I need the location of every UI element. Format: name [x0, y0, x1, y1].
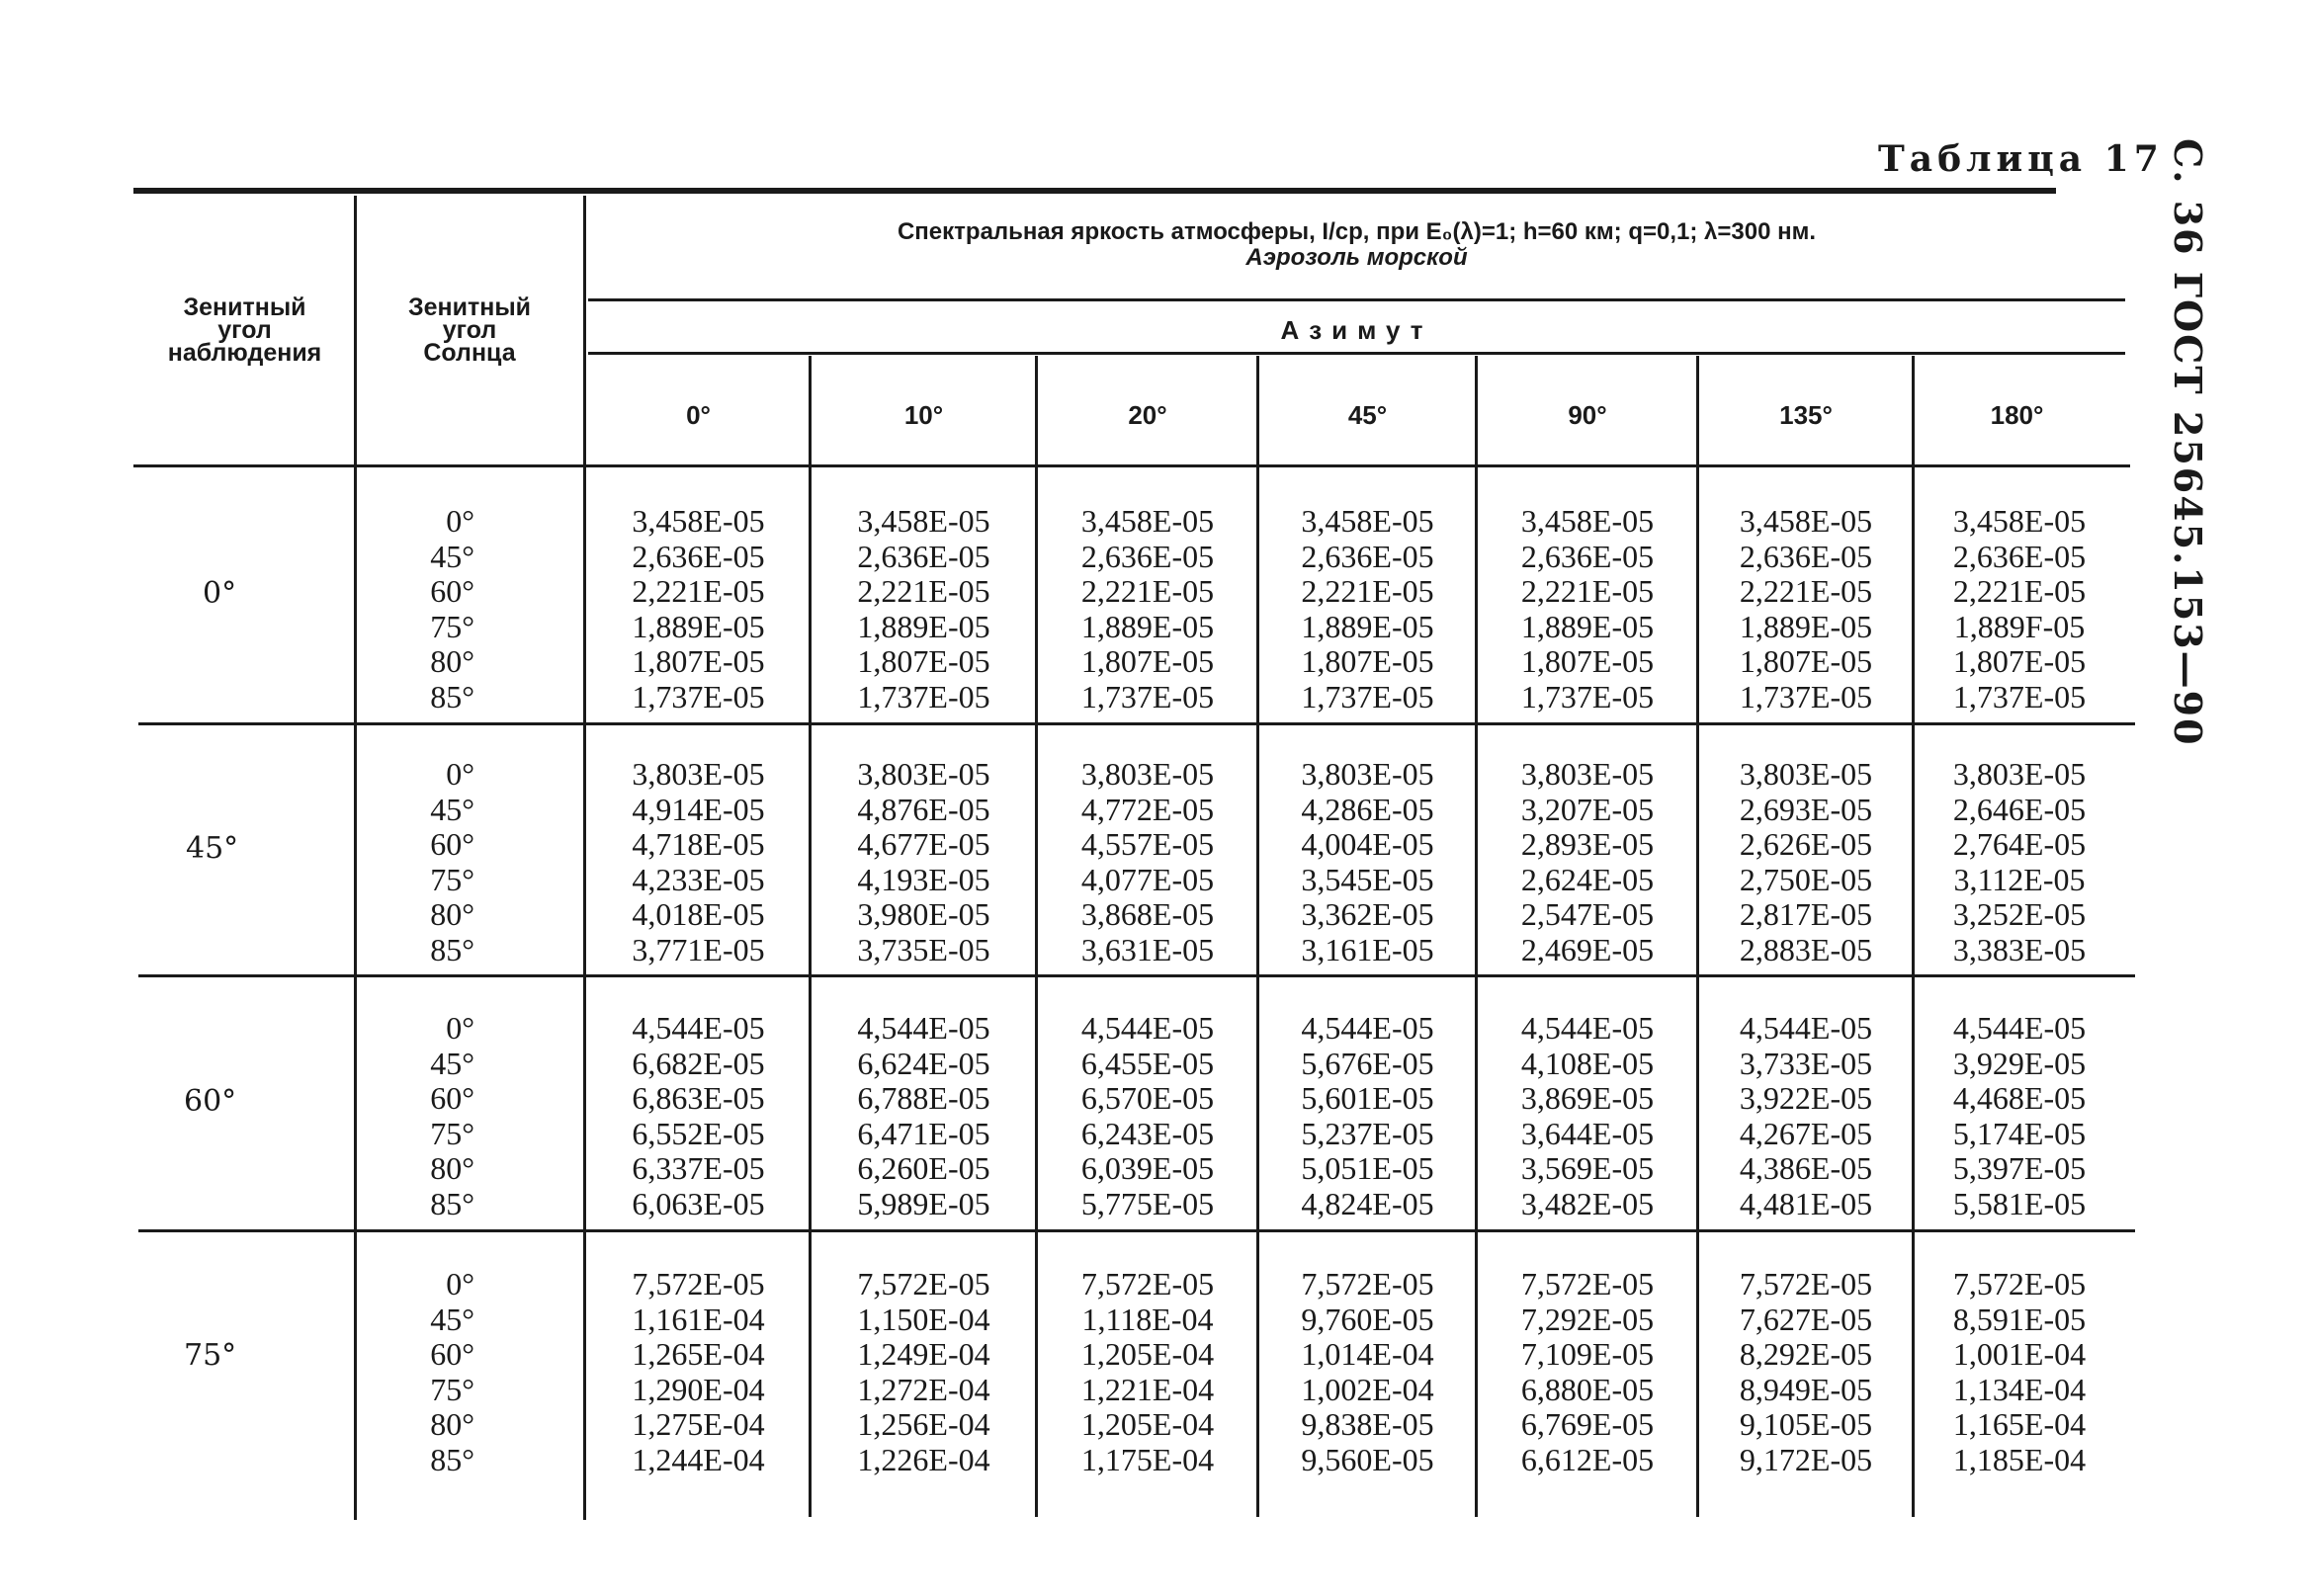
value-column: [1700, 1267, 1912, 1477]
value-column: [1260, 1267, 1475, 1477]
col-divider: [583, 196, 586, 1520]
table-cell: 1,221E-04: [1080, 1371, 1215, 1407]
running-header-text: С. 36 ГОСТ 25645.153—90: [2166, 138, 2210, 747]
table-cell: 4,876E-05: [857, 791, 990, 827]
value-column: [1260, 757, 1475, 967]
azimuth-rule: [588, 352, 2125, 355]
sun-zenith-value: 60°: [430, 1336, 474, 1372]
table-cell: 1,737E-05: [1080, 678, 1215, 714]
table-cell: 3,868E-05: [1080, 896, 1215, 932]
header-line: Спектральная яркость атмосферы, I/ср, при E₀(λ)=1; h=60 км; q=0,1; λ=300 нм.: [897, 218, 1817, 245]
table-cell: 3,735E-05: [857, 931, 990, 967]
sun-zenith-value: 45°: [430, 791, 474, 827]
table-cell: 2,221E-05: [1520, 573, 1655, 609]
table-cell: 3,869E-05: [1520, 1080, 1655, 1116]
table-cell: 2,221E-05: [1301, 573, 1434, 609]
value-column: [813, 504, 1035, 714]
table-cell: 7,572E-05: [1301, 1266, 1434, 1302]
table-cell: 3,803E-05: [632, 756, 765, 792]
table-cell: 4,544E-05: [857, 1010, 990, 1046]
value-column: [588, 504, 809, 714]
running-header: [2166, 138, 2273, 747]
table-cell: 6,063E-05: [632, 1185, 765, 1221]
table-cell: 5,397E-05: [1952, 1150, 2087, 1186]
table-cell: 2,817E-05: [1739, 896, 1873, 932]
table-cell: 2,469E-05: [1520, 931, 1655, 967]
table-cell: 7,572E-05: [1080, 1266, 1215, 1302]
table-cell: 5,237E-05: [1301, 1115, 1434, 1151]
table-cell: 4,544E-05: [1080, 1010, 1215, 1046]
table-cell: 3,644E-05: [1520, 1115, 1655, 1151]
table-cell: 1,205E-04: [1080, 1336, 1215, 1372]
sun-zenith-list: [376, 757, 474, 967]
table-cell: 1,889F-05: [1953, 608, 2086, 644]
table-cell: 1,807E-05: [1301, 643, 1434, 679]
table-cell: 3,112E-05: [1953, 861, 2086, 897]
table-cell: 3,980E-05: [857, 896, 990, 932]
table-cell: 1,807E-05: [1739, 643, 1873, 679]
header-line: угол: [442, 316, 497, 344]
sun-zenith-value: 45°: [430, 1045, 474, 1081]
table-cell: 1,275E-04: [632, 1406, 765, 1442]
value-column: [1039, 504, 1256, 714]
table-cell: 1,118E-04: [1081, 1301, 1214, 1337]
table-cell: 3,458E-05: [1952, 503, 2087, 539]
sun-zenith-value: 75°: [430, 608, 474, 644]
header-observation-zenith: [138, 296, 351, 365]
table-cell: 5,601E-05: [1301, 1080, 1434, 1116]
sun-zenith-value: 80°: [430, 643, 474, 679]
table-cell: 5,051E-05: [1301, 1150, 1434, 1186]
sun-zenith-value: 75°: [430, 1371, 474, 1407]
table-cell: 3,458E-05: [1520, 503, 1655, 539]
header-line: угол: [217, 316, 272, 344]
table-cell: 3,803E-05: [857, 756, 990, 792]
table-cell: 1,290E-04: [632, 1371, 765, 1407]
value-column: [1916, 1011, 2123, 1221]
table-cell: 6,039E-05: [1080, 1150, 1215, 1186]
table-cell: 6,552E-05: [632, 1115, 765, 1151]
value-column: [1916, 504, 2123, 714]
table-cell: 4,233E-05: [632, 861, 765, 897]
table-cell: 1,807E-05: [857, 643, 990, 679]
table-cell: 7,292E-05: [1520, 1301, 1655, 1337]
table-cell: 1,807E-05: [1080, 643, 1215, 679]
group-rule: [138, 974, 2135, 977]
table-cell: 1,150E-04: [857, 1301, 990, 1337]
sun-zenith-value: 60°: [430, 826, 474, 862]
table-cell: 6,880E-05: [1520, 1371, 1655, 1407]
table-cell: 4,677E-05: [857, 826, 990, 862]
table-cell: 6,337E-05: [632, 1150, 765, 1186]
value-column: [1260, 1011, 1475, 1221]
table-title: Таблица 17: [1878, 138, 2164, 180]
col-divider: [1912, 356, 1915, 1517]
observation-zenith: 75°: [184, 1338, 237, 1373]
value-column: [1039, 1267, 1256, 1477]
table-cell: 8,591E-05: [1952, 1301, 2087, 1337]
sun-zenith-list: [376, 504, 474, 714]
table-cell: 6,624E-05: [857, 1045, 990, 1081]
header-spectral-caption: [593, 219, 2120, 271]
table-cell: 9,172E-05: [1739, 1441, 1873, 1477]
value-column: [1479, 1267, 1696, 1477]
sun-zenith-value: 45°: [430, 538, 474, 574]
sun-zenith-value: 45°: [430, 1301, 474, 1337]
col-divider: [354, 196, 357, 1520]
header-line: наблюдения: [167, 339, 322, 367]
header-line: Зенитный: [183, 294, 306, 321]
value-column: [1479, 1011, 1696, 1221]
table-cell: 1,807E-05: [632, 643, 765, 679]
table-cell: 1,807E-05: [1952, 643, 2087, 679]
table-cell: 1,737E-05: [1520, 678, 1655, 714]
sun-zenith-list: [376, 1011, 474, 1221]
col-divider: [1256, 356, 1259, 1517]
table-cell: 4,018E-05: [632, 896, 765, 932]
table-cell: 1,249E-04: [857, 1336, 990, 1372]
table-cell: 1,134E-04: [1952, 1371, 2087, 1407]
table-cell: 2,626E-05: [1739, 826, 1873, 862]
table-cell: 2,646E-05: [1952, 791, 2087, 827]
spectral-rule: [588, 298, 2125, 301]
header-sun-zenith: [361, 296, 578, 365]
value-column: [1700, 504, 1912, 714]
value-column: [1479, 504, 1696, 714]
table-cell: 1,889E-05: [1301, 608, 1434, 644]
table-cell: 3,929E-05: [1952, 1045, 2087, 1081]
table-cell: 1,175E-04: [1080, 1441, 1215, 1477]
value-column: [1479, 757, 1696, 967]
table-cell: 4,468E-05: [1952, 1080, 2087, 1116]
table-cell: 1,002E-04: [1301, 1371, 1434, 1407]
table-cell: 1,014E-04: [1301, 1336, 1434, 1372]
header-azimuth: Азимут: [1280, 315, 1433, 345]
value-column: [813, 757, 1035, 967]
azimuth-135: 135°: [1779, 400, 1833, 430]
table-cell: 4,481E-05: [1739, 1185, 1873, 1221]
table-cell: 1,889E-05: [1520, 608, 1655, 644]
table-cell: 6,570E-05: [1080, 1080, 1215, 1116]
table-cell: 3,458E-05: [1080, 503, 1215, 539]
table-cell: 2,624E-05: [1520, 861, 1655, 897]
table-cell: 3,458E-05: [1301, 503, 1434, 539]
table-cell: 2,221E-05: [857, 573, 990, 609]
table-cell: 6,682E-05: [632, 1045, 765, 1081]
value-column: [1700, 1011, 1912, 1221]
col-divider: [809, 356, 812, 1517]
azimuth-20: 20°: [1128, 400, 1167, 430]
table-cell: 4,824E-05: [1301, 1185, 1434, 1221]
value-column: [1260, 504, 1475, 714]
table-cell: 4,772E-05: [1080, 791, 1215, 827]
table-cell: 2,221E-05: [1952, 573, 2087, 609]
sun-zenith-value: 85°: [430, 1185, 474, 1221]
table-cell: 3,803E-05: [1952, 756, 2087, 792]
table-cell: 4,004E-05: [1301, 826, 1434, 862]
value-column: [1700, 757, 1912, 967]
table-cell: 7,572E-05: [1739, 1266, 1873, 1302]
sun-zenith-value: 60°: [430, 573, 474, 609]
table-cell: 9,560E-05: [1301, 1441, 1434, 1477]
table-cell: 7,572E-05: [857, 1266, 990, 1302]
table-cell: 3,733E-05: [1739, 1045, 1873, 1081]
table-cell: 8,292E-05: [1739, 1336, 1873, 1372]
value-column: [1916, 757, 2123, 967]
azimuth-45: 45°: [1347, 400, 1388, 430]
table-cell: 5,174E-05: [1952, 1115, 2087, 1151]
table-cell: 4,386E-05: [1739, 1150, 1873, 1186]
table-cell: 6,455E-05: [1080, 1045, 1215, 1081]
col-divider: [1696, 356, 1699, 1517]
table-cell: 4,544E-05: [1739, 1010, 1873, 1046]
table-cell: 4,544E-05: [632, 1010, 765, 1046]
table-cell: 6,769E-05: [1520, 1406, 1655, 1442]
table-cell: 2,636E-05: [1080, 538, 1215, 574]
table-cell: 1,737E-05: [632, 678, 765, 714]
group-rule: [138, 1229, 2135, 1232]
table-cell: 5,775E-05: [1080, 1185, 1215, 1221]
table-cell: 6,471E-05: [857, 1115, 990, 1151]
table-cell: 9,105E-05: [1739, 1406, 1873, 1442]
header-bottom-rule: [133, 464, 2130, 467]
sun-zenith-value: 85°: [430, 931, 474, 967]
table-cell: 3,362E-05: [1301, 896, 1434, 932]
sun-zenith-value: 0°: [446, 1266, 474, 1302]
table-cell: 4,718E-05: [632, 826, 765, 862]
table-cell: 4,544E-05: [1952, 1010, 2087, 1046]
table-cell: 4,077E-05: [1080, 861, 1215, 897]
table-cell: 7,109E-05: [1520, 1336, 1655, 1372]
table-cell: 3,803E-05: [1080, 756, 1215, 792]
table-cell: 4,544E-05: [1520, 1010, 1655, 1046]
value-column: [588, 1267, 809, 1477]
table-cell: 3,631E-05: [1080, 931, 1215, 967]
value-column: [588, 757, 809, 967]
table-cell: 1,737E-05: [1301, 678, 1434, 714]
table-cell: 1,889E-05: [1739, 608, 1873, 644]
table-cell: 1,889E-05: [857, 608, 990, 644]
table-cell: 9,838E-05: [1301, 1406, 1434, 1442]
table-cell: 7,627E-05: [1739, 1301, 1873, 1337]
table-cell: 1,265E-04: [632, 1336, 765, 1372]
sun-zenith-value: 75°: [430, 861, 474, 897]
table-cell: 2,764E-05: [1952, 826, 2087, 862]
table-cell: 1,737E-05: [857, 678, 990, 714]
table-cell: 1,001E-04: [1952, 1336, 2087, 1372]
table-cell: 2,750E-05: [1739, 861, 1873, 897]
table-cell: 1,165E-04: [1952, 1406, 2087, 1442]
table-cell: 1,272E-04: [857, 1371, 990, 1407]
table-cell: 3,383E-05: [1952, 931, 2087, 967]
table-cell: 4,267E-05: [1739, 1115, 1873, 1151]
sun-zenith-value: 0°: [446, 1010, 474, 1046]
table-cell: 1,185E-04: [1952, 1441, 2087, 1477]
observation-zenith: 60°: [184, 1084, 237, 1119]
table-cell: 3,252E-05: [1952, 896, 2087, 932]
table-cell: 3,545E-05: [1301, 861, 1434, 897]
sun-zenith-value: 75°: [430, 1115, 474, 1151]
table-cell: 5,581E-05: [1952, 1185, 2087, 1221]
table-cell: 1,205E-04: [1080, 1406, 1215, 1442]
table-cell: 3,458E-05: [857, 503, 990, 539]
value-column: [813, 1267, 1035, 1477]
table-cell: 3,458E-05: [632, 503, 765, 539]
sun-zenith-value: 80°: [430, 896, 474, 932]
table-cell: 4,108E-05: [1520, 1045, 1655, 1081]
table-cell: 2,221E-05: [1739, 573, 1873, 609]
azimuth-180: 180°: [1990, 400, 2044, 430]
header-line: Аэрозоль морской: [1245, 244, 1468, 271]
group-rule: [138, 722, 2135, 725]
observation-zenith: 0°: [203, 576, 237, 611]
sun-zenith-value: 60°: [430, 1080, 474, 1116]
table-cell: 6,788E-05: [857, 1080, 990, 1116]
table-cell: 6,863E-05: [632, 1080, 765, 1116]
azimuth-10: 10°: [903, 400, 944, 430]
table-cell: 2,636E-05: [857, 538, 990, 574]
table-cell: 3,458E-05: [1739, 503, 1873, 539]
sun-zenith-value: 0°: [446, 756, 474, 792]
table-cell: 4,544E-05: [1301, 1010, 1434, 1046]
table-cell: 6,260E-05: [857, 1150, 990, 1186]
table-cell: 2,221E-05: [1080, 573, 1215, 609]
table-cell: 5,676E-05: [1301, 1045, 1434, 1081]
azimuth-90: 90°: [1568, 400, 1607, 430]
sun-zenith-value: 80°: [430, 1406, 474, 1442]
table-cell: 2,636E-05: [1739, 538, 1873, 574]
value-column: [1916, 1267, 2123, 1477]
table-cell: 3,922E-05: [1739, 1080, 1873, 1116]
table-cell: 1,737E-05: [1739, 678, 1873, 714]
sun-zenith-value: 80°: [430, 1150, 474, 1186]
col-divider: [1475, 356, 1478, 1517]
table-cell: 2,636E-05: [1520, 538, 1655, 574]
table-cell: 7,572E-05: [1520, 1266, 1655, 1302]
table-cell: 4,286E-05: [1301, 791, 1434, 827]
top-rule: [133, 188, 2056, 194]
table-cell: 1,226E-04: [857, 1441, 990, 1477]
table-cell: 1,244E-04: [632, 1441, 765, 1477]
table-cell: 3,803E-05: [1739, 756, 1873, 792]
table-cell: 3,803E-05: [1520, 756, 1655, 792]
observation-zenith: 45°: [186, 831, 239, 866]
sun-zenith-list: [376, 1267, 474, 1477]
value-column: [813, 1011, 1035, 1221]
azimuth-0: 0°: [686, 400, 711, 430]
table-cell: 5,989E-05: [857, 1185, 990, 1221]
table-cell: 8,949E-05: [1739, 1371, 1873, 1407]
value-column: [1039, 757, 1256, 967]
table-cell: 2,636E-05: [632, 538, 765, 574]
table-cell: 4,557E-05: [1080, 826, 1215, 862]
value-column: [1039, 1011, 1256, 1221]
table-cell: 2,693E-05: [1739, 791, 1873, 827]
table-cell: 7,572E-05: [1952, 1266, 2087, 1302]
table-cell: 2,636E-05: [1301, 538, 1434, 574]
table-cell: 2,883E-05: [1739, 931, 1873, 967]
table-cell: 2,636E-05: [1952, 538, 2087, 574]
table-cell: 1,161E-04: [632, 1301, 765, 1337]
table-cell: 4,193E-05: [857, 861, 990, 897]
table-cell: 3,771E-05: [632, 931, 765, 967]
table-cell: 3,803E-05: [1301, 756, 1434, 792]
table-cell: 6,243E-05: [1080, 1115, 1215, 1151]
table-cell: 1,737E-05: [1952, 678, 2087, 714]
sun-zenith-value: 85°: [430, 1441, 474, 1477]
table-cell: 2,547E-05: [1520, 896, 1655, 932]
table-cell: 3,207E-05: [1520, 791, 1655, 827]
table-cell: 3,161E-05: [1301, 931, 1434, 967]
table-cell: 1,256E-04: [857, 1406, 990, 1442]
table-cell: 9,760E-05: [1301, 1301, 1434, 1337]
table-cell: 3,482E-05: [1520, 1185, 1655, 1221]
header-line: Солнца: [423, 339, 516, 367]
table-cell: 4,914E-05: [632, 791, 765, 827]
sun-zenith-value: 85°: [430, 678, 474, 714]
sun-zenith-value: 0°: [446, 503, 474, 539]
table-cell: 1,889E-05: [1080, 608, 1215, 644]
table-cell: 7,572E-05: [632, 1266, 765, 1302]
table-cell: 1,807E-05: [1520, 643, 1655, 679]
table-cell: 6,612E-05: [1520, 1441, 1655, 1477]
table-cell: 3,569E-05: [1520, 1150, 1655, 1186]
table-cell: 2,893E-05: [1520, 826, 1655, 862]
table-cell: 1,889E-05: [632, 608, 765, 644]
col-divider: [1035, 356, 1038, 1517]
header-line: Зенитный: [407, 294, 532, 321]
table-cell: 2,221E-05: [632, 573, 765, 609]
value-column: [588, 1011, 809, 1221]
